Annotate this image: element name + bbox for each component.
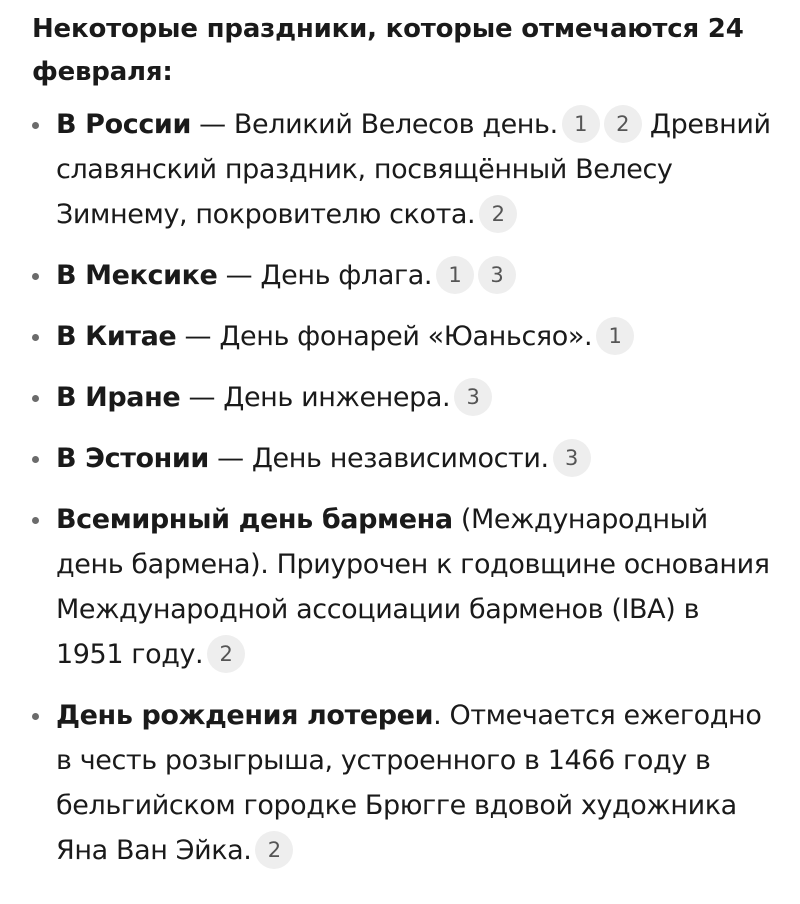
item-text: . Отмечается ежегодно в честь розыгрыша, устроенного в 1466 году в бельгийском городке Брюгге вдовой художника Яна Ван Эйка. xyxy=(56,700,762,866)
source-ref-button[interactable]: 2 xyxy=(255,831,293,869)
source-ref-button[interactable]: 1 xyxy=(596,317,634,355)
item-title: В Китае xyxy=(56,321,177,352)
source-ref-button[interactable]: 2 xyxy=(604,105,642,143)
item-title: Всемирный день бармена xyxy=(56,504,453,535)
item-text: — День инженера. xyxy=(180,382,451,413)
item-text: (Международный день бармена). Приурочен к годовщине основания Международной ассоциации барменов (IBA) в 1951 году. xyxy=(56,504,770,670)
item-text: — Великий Велесов день. xyxy=(190,109,558,140)
list-item-bartender-day xyxy=(32,497,774,677)
holiday-list xyxy=(32,102,774,873)
source-ref-button[interactable]: 3 xyxy=(553,439,591,477)
answer-heading: Некоторые праздники, которые отмечаются 24 февраля: xyxy=(32,14,744,87)
item-text: — День независимости. xyxy=(208,443,549,474)
source-ref-button[interactable]: 3 xyxy=(478,256,516,294)
list-item-lottery-birthday xyxy=(32,693,774,873)
item-text: Древний славянский праздник, посвящённый Велесу Зимнему, покровителю скота. xyxy=(56,109,771,230)
list-item-iran xyxy=(32,375,774,420)
item-text: — День флага. xyxy=(217,260,433,291)
source-ref-button[interactable]: 3 xyxy=(454,378,492,416)
list-item-mexico xyxy=(32,253,774,298)
source-ref-button[interactable]: 2 xyxy=(479,195,517,233)
list-item-china xyxy=(32,314,774,359)
item-title: В Иране xyxy=(56,382,181,413)
item-title: В Эстонии xyxy=(56,443,209,474)
source-ref-button[interactable]: 2 xyxy=(207,635,245,673)
list-item-estonia xyxy=(32,436,774,481)
source-ref-button[interactable]: 1 xyxy=(562,105,600,143)
item-title: День рождения лотереи xyxy=(56,700,434,731)
item-title: В России xyxy=(56,109,191,140)
source-ref-button[interactable]: 1 xyxy=(436,256,474,294)
list-item-russia xyxy=(32,102,774,237)
item-title: В Мексике xyxy=(56,260,218,291)
item-text: — День фонарей «Юаньсяо». xyxy=(176,321,593,352)
